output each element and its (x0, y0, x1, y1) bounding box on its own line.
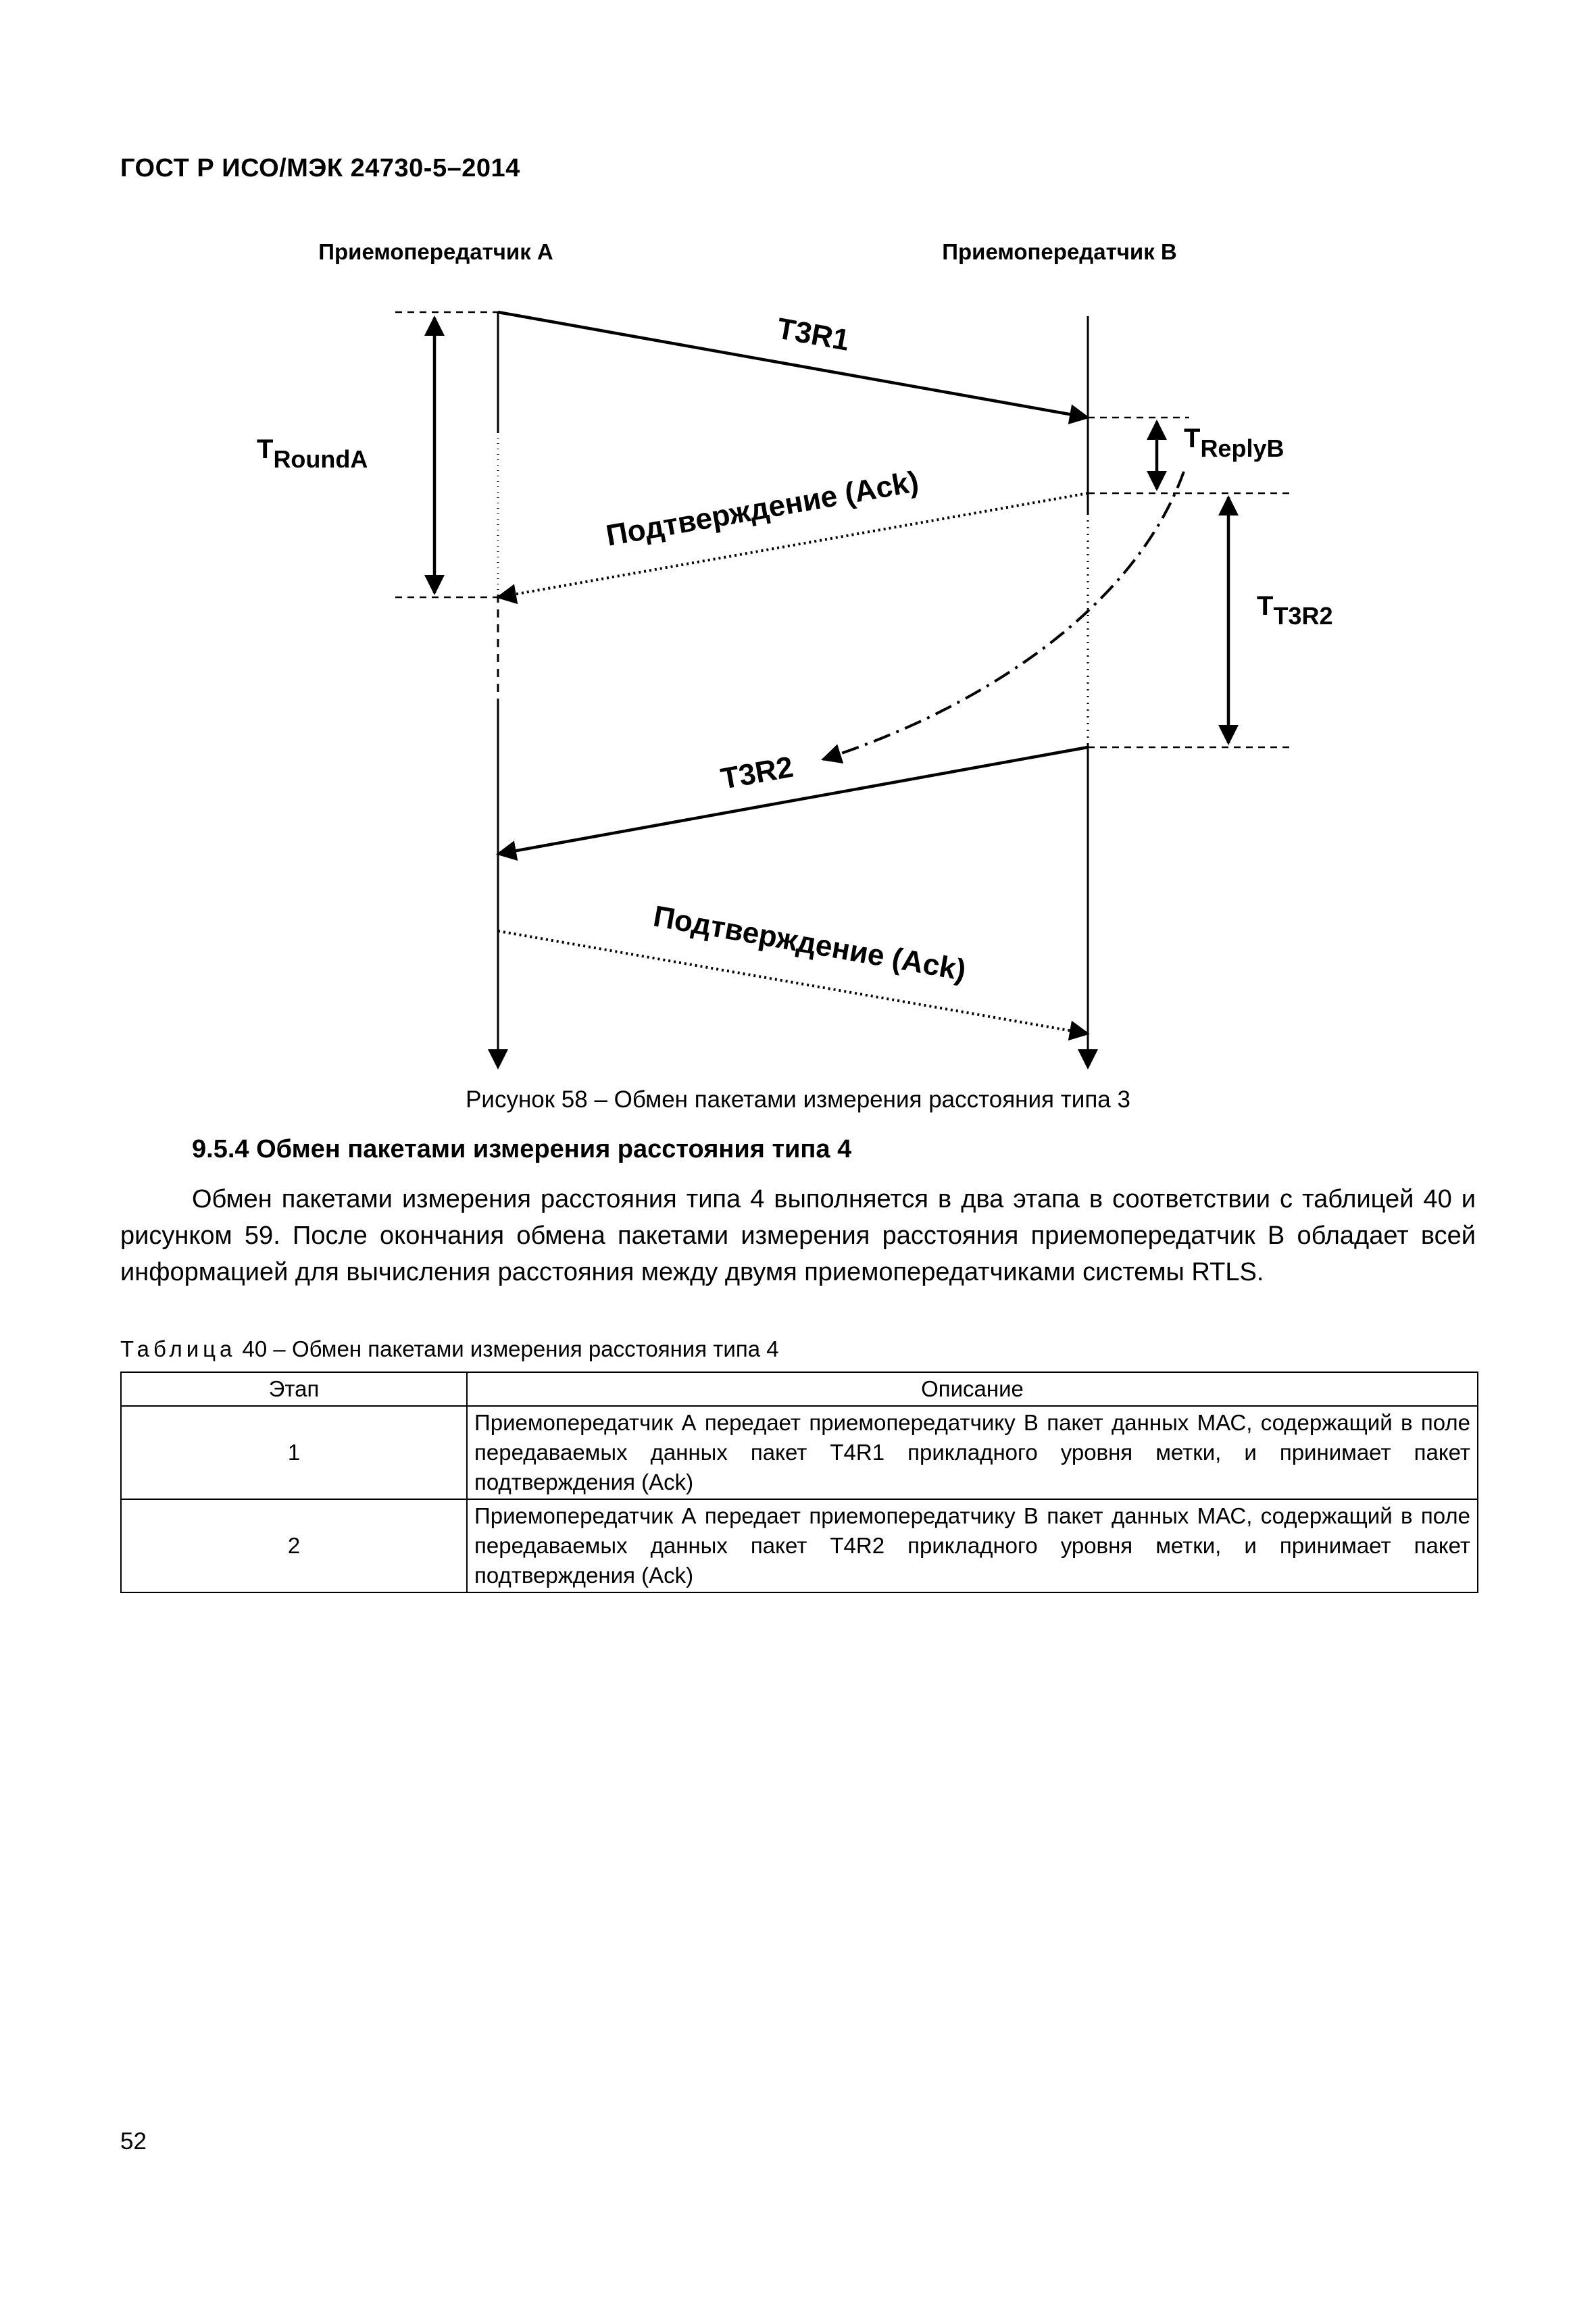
table-caption (120, 1336, 779, 1362)
table-row (121, 1499, 1478, 1592)
t-t3r2-subscript: T3R2 (1273, 602, 1333, 630)
transceiver-a-label: Приемопередатчик А (318, 239, 553, 264)
table-cell-stage: 1 (121, 1406, 467, 1499)
t3r2-reference-curve (823, 472, 1184, 759)
table-caption-word: Таблица (120, 1336, 236, 1361)
t3r2-arrow (498, 747, 1088, 854)
table-cell-description: Приемопередатчик А передает приемопередатчику В пакет данных МАС, содержащий в поле передаваемых данных пакет T4R1 прикладного уровня метки, и принимает пакет подтверждения (Ack) (467, 1406, 1478, 1499)
ack-2-label: Подтверждение (Ack) (651, 899, 969, 988)
t3r2-label: T3R2 (718, 750, 796, 796)
t-reply-b-symbol: T (1184, 424, 1201, 453)
table-cell-stage: 2 (121, 1499, 467, 1592)
t-reply-b-label (1184, 424, 1284, 462)
figure-caption: Рисунок 58 – Обмен пакетами измерения расстояния типа 3 (466, 1086, 1130, 1113)
section-heading: 9.5.4 Обмен пакетами измерения расстояния типа 4 (192, 1135, 852, 1163)
stages-table (120, 1372, 1478, 1593)
ack-1-label: Подтверждение (Ack) (603, 465, 922, 553)
table-row (121, 1406, 1478, 1499)
table-caption-text: 40 – Обмен пакетами измерения расстояния типа 4 (236, 1336, 779, 1361)
sequence-diagram (0, 0, 1596, 1081)
section-paragraph: Обмен пакетами измерения расстояния типа 4 выполняется в два этапа в соответствии с таблицей 40 и рисунком 59. После окончания обмена пакетами измерения расстояния приемопередатчик В обладает всей информацией для вычисления расстояния между двумя приемопередатчиками системы RTLS. (120, 1185, 1476, 1286)
t-round-a-label (257, 434, 368, 473)
t-t3r2-label (1257, 591, 1332, 630)
t-round-a-subscript: RoundA (273, 445, 368, 473)
t-t3r2-symbol: T (1257, 591, 1274, 621)
transceiver-b-label: Приемопередатчик В (942, 239, 1177, 264)
table-header-stage: Этап (121, 1372, 467, 1406)
table-cell-description: Приемопередатчик А передает приемопередатчику В пакет данных МАС, содержащий в поле передаваемых данных пакет T4R2 прикладного уровня метки, и принимает пакет подтверждения (Ack) (467, 1499, 1478, 1592)
reference-lines (395, 312, 1291, 747)
page-number: 52 (120, 2128, 147, 2155)
table-header-row (121, 1372, 1478, 1406)
t3r1-label: T3R1 (774, 311, 852, 357)
t-round-a-symbol: T (257, 434, 274, 464)
table-header-description: Описание (467, 1372, 1478, 1406)
standard-code: ГОСТ Р ИСО/МЭК 24730-5–2014 (120, 154, 520, 182)
t-reply-b-subscript: ReplyB (1200, 434, 1285, 462)
